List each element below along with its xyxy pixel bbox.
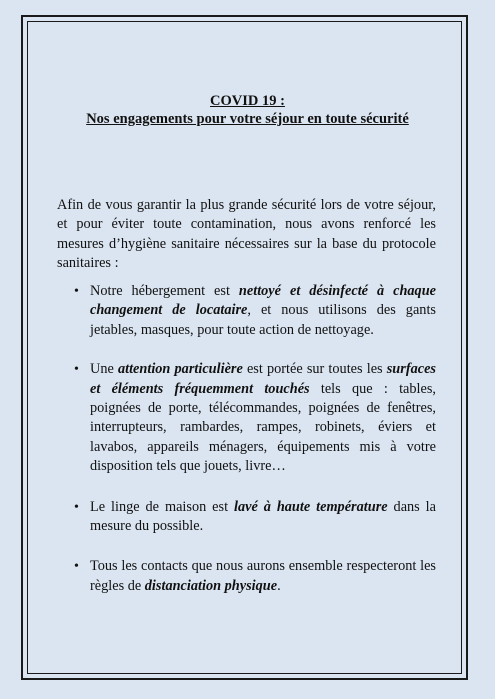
list-item-text: Notre hébergement est: [90, 283, 239, 299]
list-item-surfaces: [57, 360, 436, 476]
list-item-text: Le linge de maison est: [90, 498, 234, 515]
list-item-text: est portée sur toutes les: [242, 361, 387, 378]
list-item-text: , et nous utilisons des gants jetables, masques, pour toute action de nettoyage.: [90, 302, 436, 338]
page-title: COVID 19 :: [210, 93, 285, 109]
intro-paragraph: Afin de vous garantir la plus grande sécurité lors de votre séjour, et pour éviter toute contamination, nous avons renforcé les mesures d’hygiène sanitaire nécessaires sur la base du protocole sanitaires :: [57, 197, 436, 272]
bullet-icon: •: [74, 499, 79, 515]
list-item-linen: [57, 498, 436, 537]
bullet-icon: •: [74, 284, 79, 299]
list-item-emphasis: attention particulière: [117, 361, 243, 378]
list-item-emphasis: lavé à haute température: [234, 498, 388, 515]
list-item-text: dans la mesure du possible.: [90, 498, 436, 535]
bullet-icon: •: [74, 559, 79, 575]
page-subtitle: Nos engagements pour votre séjour en toute sécurité: [86, 111, 409, 127]
list-item-text: tels que : tables, poignées de porte, télécommandes, poignées de fenêtres, interrupteurs, rambardes, rampes, robinets, éviers et lavabos, appareils ménagers, équipements mis à votre disposition tels que jouets, livre…: [90, 380, 437, 475]
list-item-text: .: [277, 577, 281, 594]
list-item-cleaning: [57, 282, 436, 340]
list-item-emphasis: distanciation physique: [144, 577, 278, 594]
list-item-emphasis: nettoyé et désinfecté à chaque changement de locataire: [90, 283, 436, 319]
list-item-emphasis: surfaces et éléments fréquemment touchés: [90, 361, 436, 397]
list-item-text: Tous les contacts que nous aurons ensemble respecteront les règles de: [90, 558, 436, 594]
list-item-distancing: [57, 557, 436, 596]
bullet-icon: •: [74, 362, 79, 378]
commitments-list: [57, 282, 436, 596]
list-item-text: Une: [90, 361, 118, 378]
